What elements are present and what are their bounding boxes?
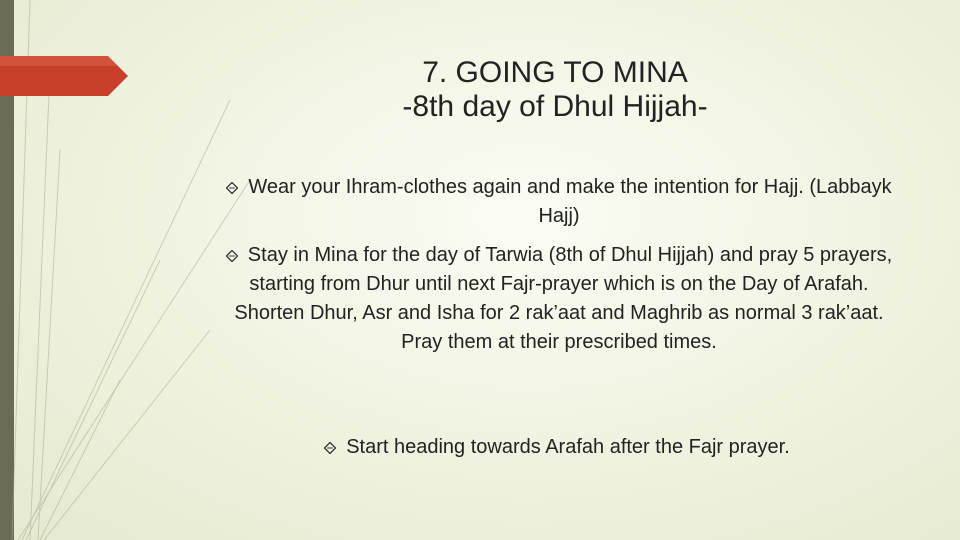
diamond-bullet-icon [226,250,238,262]
bullet-text: Wear your Ihram-clothes again and make the intention for Hajj. (Labbayk Hajj) [248,176,892,227]
bullet-text: Stay in Mina for the day of Tarwia (8th of Dhul Hijjah) and pray 5 prayers, starting from Dhur until next Fajr-prayer which is on the Day of Arafah. Shorten Dhur, Asr and Isha for 2 rak’aat and Maghrib as normal 3 rak’aat. Pray them at their prescribed times. [234,244,893,353]
title-line-2: -8th day of Dhul Hijjah- [402,90,708,123]
bullet-text: Start heading towards Arafah after the Fajr prayer. [346,436,790,458]
bullet-item [214,241,904,357]
title-line-1: 7. GOING TO MINA [422,56,688,89]
title-accent-arrow [0,56,128,96]
diamond-bullet-icon [324,442,336,454]
diamond-bullet-icon [226,182,238,194]
slide-title [330,56,780,124]
bullet-item [214,173,904,231]
bullet-item [252,433,862,462]
